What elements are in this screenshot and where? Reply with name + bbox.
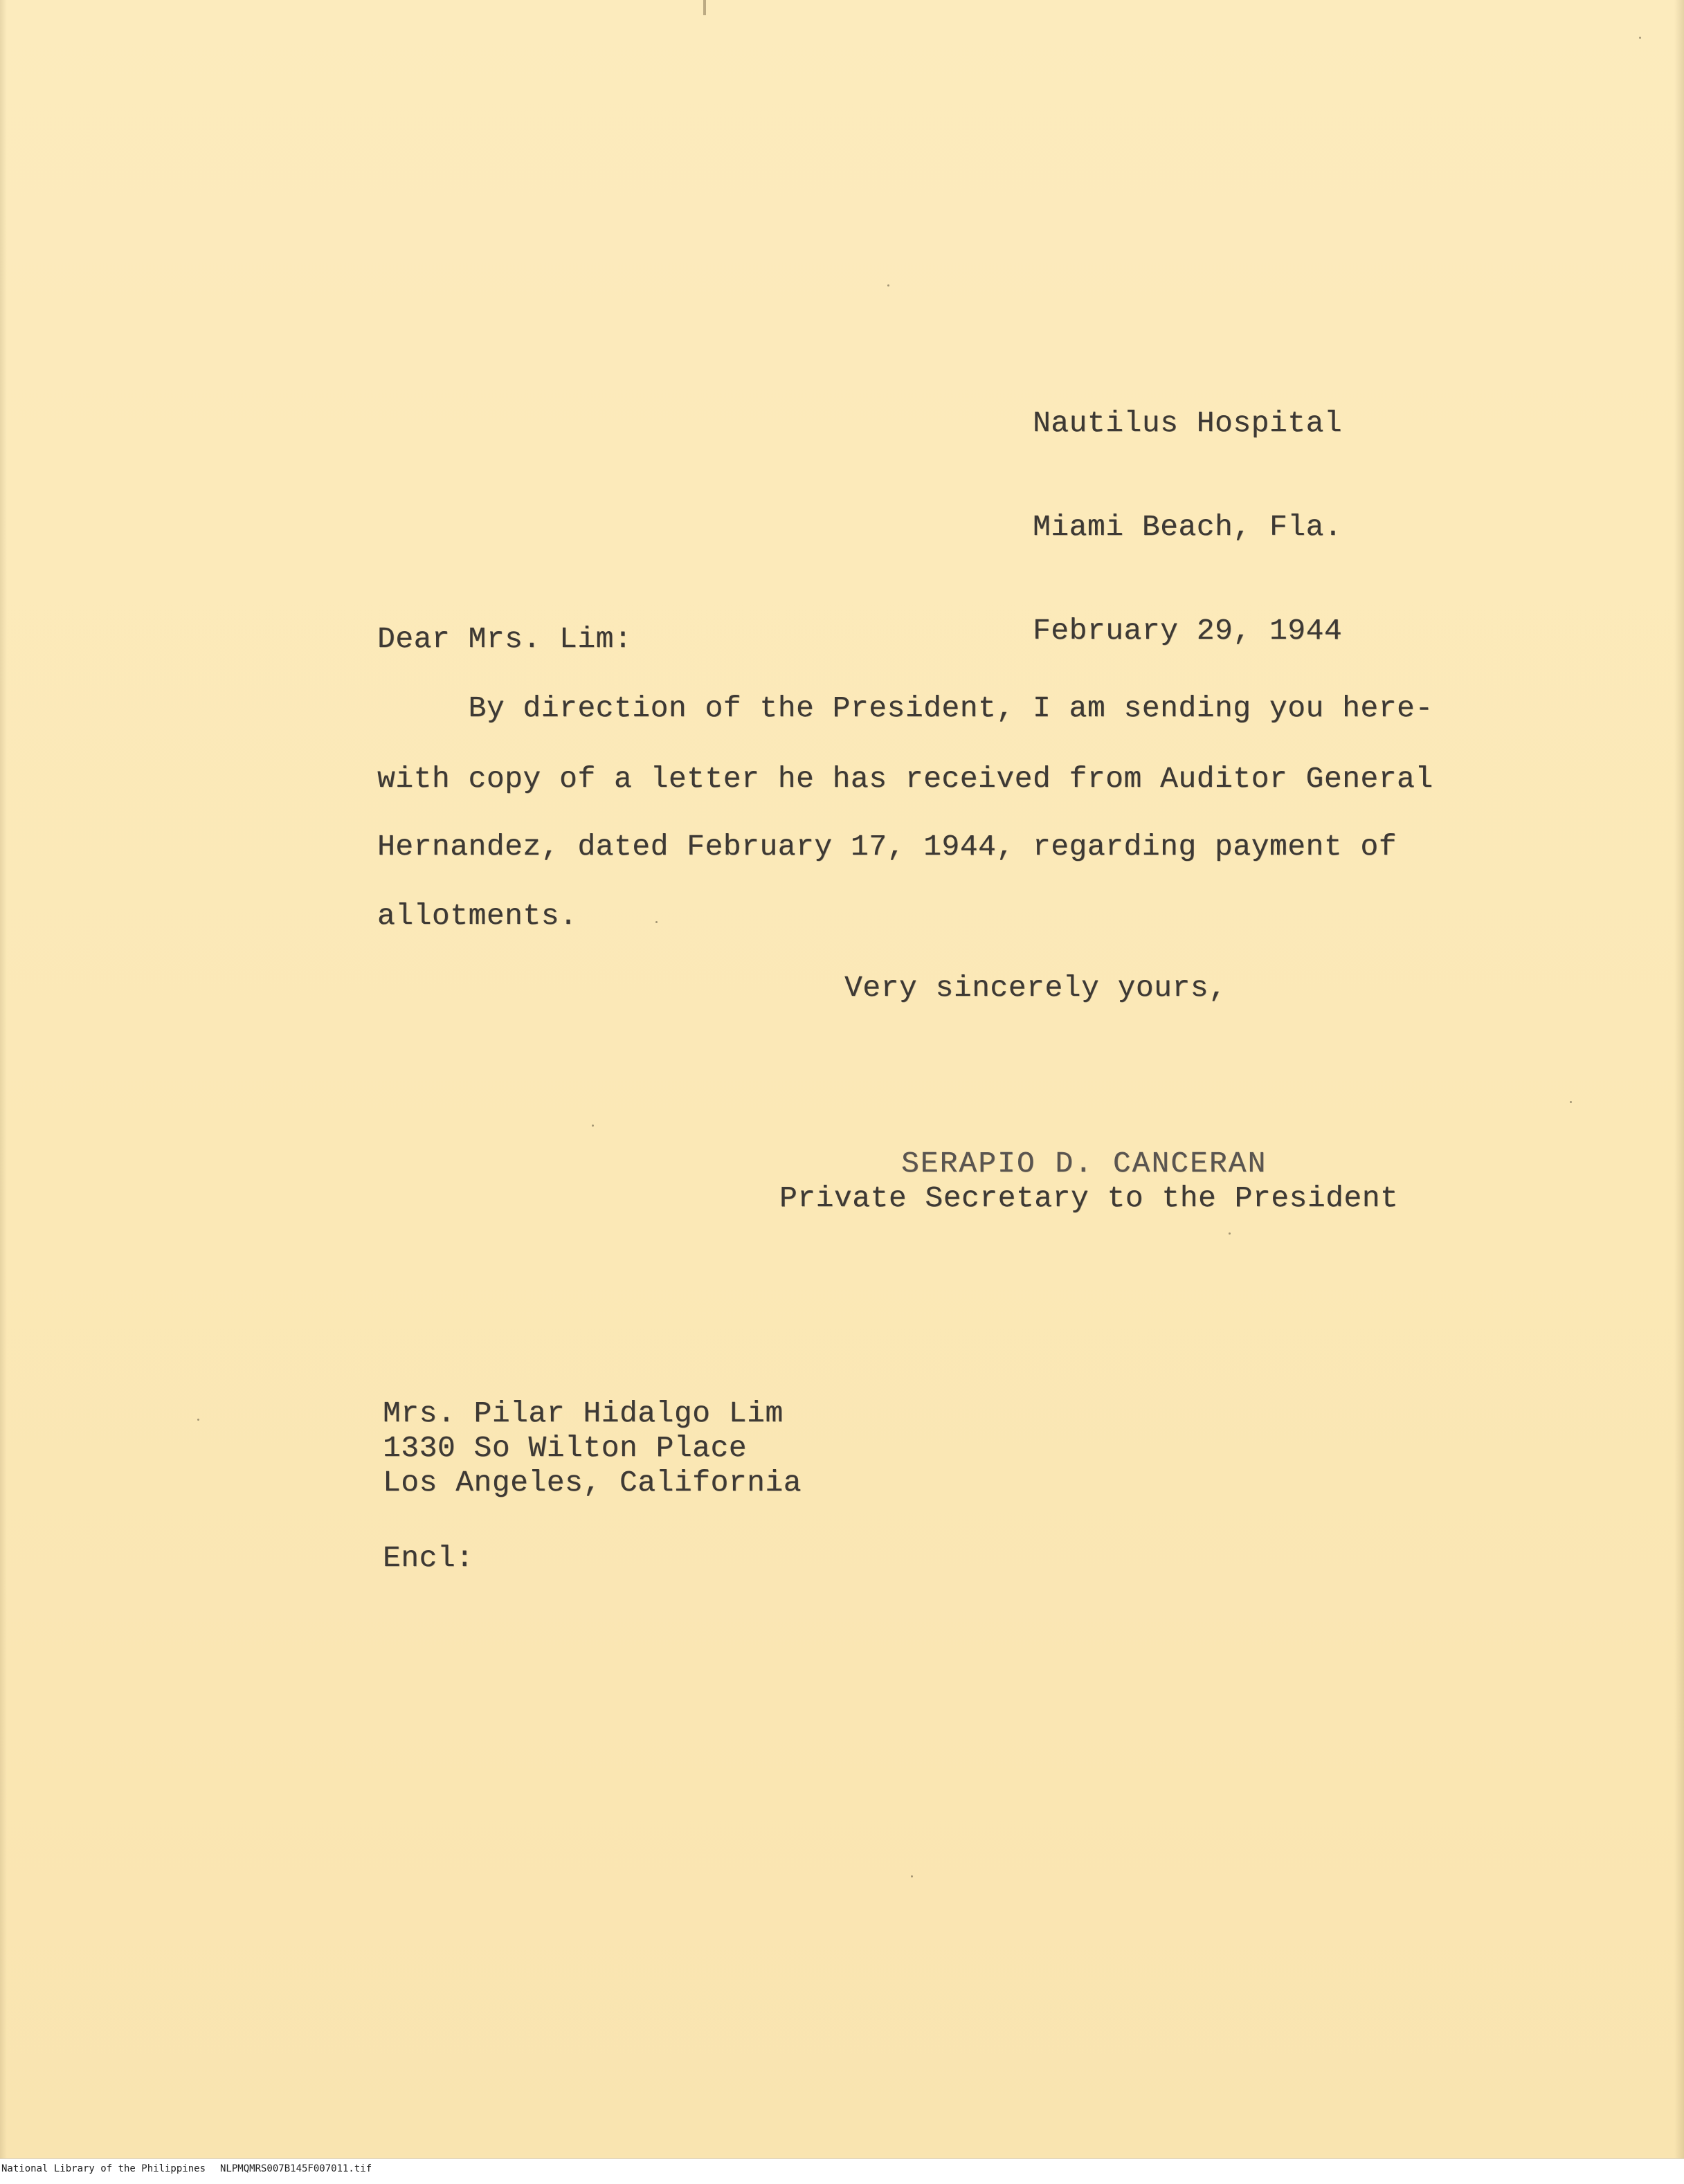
paper-speck xyxy=(1639,37,1641,39)
page-left-edge xyxy=(0,0,7,2159)
paper-speck xyxy=(1229,1232,1231,1235)
addressee-street: 1330 So Wilton Place xyxy=(383,1431,748,1465)
complimentary-close: Very sincerely yours, xyxy=(844,971,1227,1005)
page-right-edge xyxy=(1674,0,1684,2184)
body-line-2: with copy of a letter he has received from Auditor General xyxy=(377,762,1433,796)
archive-library-name: National Library of the Philippines xyxy=(1,2163,206,2174)
signatory-title: Private Secretary to the President xyxy=(779,1181,1399,1215)
signatory-name: SERAPIO D. CANCERAN xyxy=(901,1147,1267,1181)
body-line-3: Hernandez, dated February 17, 1944, regarding payment of xyxy=(377,830,1397,864)
paper-speck xyxy=(655,921,658,923)
archive-file-id: NLPMQMRS007B145F007011.tif xyxy=(220,2163,372,2174)
paper-speck xyxy=(911,1875,913,1877)
paper-mark xyxy=(703,0,706,15)
return-address-line-1: Nautilus Hospital xyxy=(1033,406,1343,440)
paper-speck xyxy=(887,284,889,286)
body-line-1: By direction of the President, I am sending you here- xyxy=(377,691,1433,725)
paper-speck xyxy=(592,1125,594,1127)
addressee-city: Los Angeles, California xyxy=(383,1466,802,1500)
addressee-name: Mrs. Pilar Hidalgo Lim xyxy=(383,1396,784,1430)
salutation: Dear Mrs. Lim: xyxy=(377,622,633,656)
paper-speck xyxy=(197,1419,199,1421)
enclosure-note: Encl: xyxy=(383,1541,474,1575)
letter-date: February 29, 1944 xyxy=(1033,614,1343,648)
archive-footer xyxy=(0,2158,1684,2184)
return-address-line-2: Miami Beach, Fla. xyxy=(1033,510,1343,544)
return-address-block xyxy=(1033,337,1342,718)
body-line-4: allotments. xyxy=(377,899,578,933)
paper-speck xyxy=(1570,1101,1572,1103)
